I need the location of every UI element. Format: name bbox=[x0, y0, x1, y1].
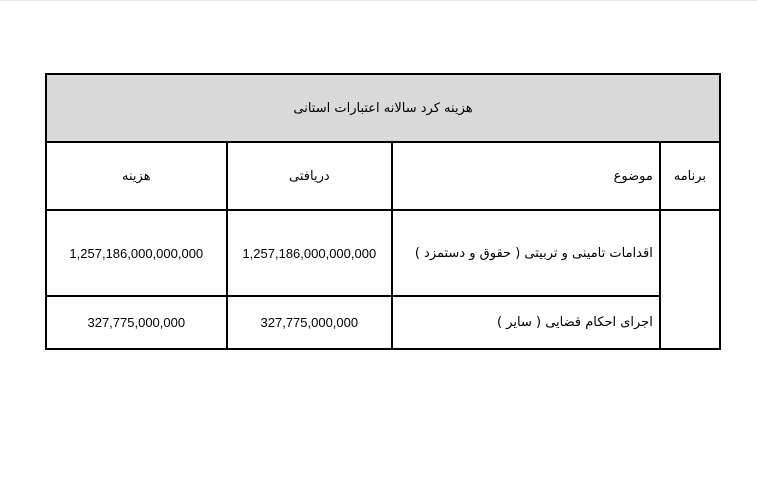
row-cost: 327,775,000,000 bbox=[46, 296, 227, 349]
table-row bbox=[46, 210, 720, 296]
page-top-border bbox=[0, 0, 757, 1]
header-subject: موضوع bbox=[392, 142, 660, 210]
header-program: برنامه bbox=[660, 142, 720, 210]
header-received: دریافتی bbox=[227, 142, 392, 210]
table-row bbox=[46, 296, 720, 349]
row-cost: 1,257,186,000,000,000 bbox=[46, 210, 227, 296]
annual-expenditure-table bbox=[45, 73, 721, 350]
row-subject: اجرای احکام قضایی ( سایر ) bbox=[392, 296, 660, 349]
table-header-row bbox=[46, 142, 720, 210]
row-subject: اقدامات تامینی و تربیتی ( حقوق و دستمزد ) bbox=[392, 210, 660, 296]
table-title-row bbox=[46, 74, 720, 142]
table-title: هزینه کرد سالانه اعتبارات استانی bbox=[46, 74, 720, 142]
program-cell bbox=[660, 210, 720, 349]
header-cost: هزینه bbox=[46, 142, 227, 210]
row-received: 1,257,186,000,000,000 bbox=[227, 210, 392, 296]
row-received: 327,775,000,000 bbox=[227, 296, 392, 349]
